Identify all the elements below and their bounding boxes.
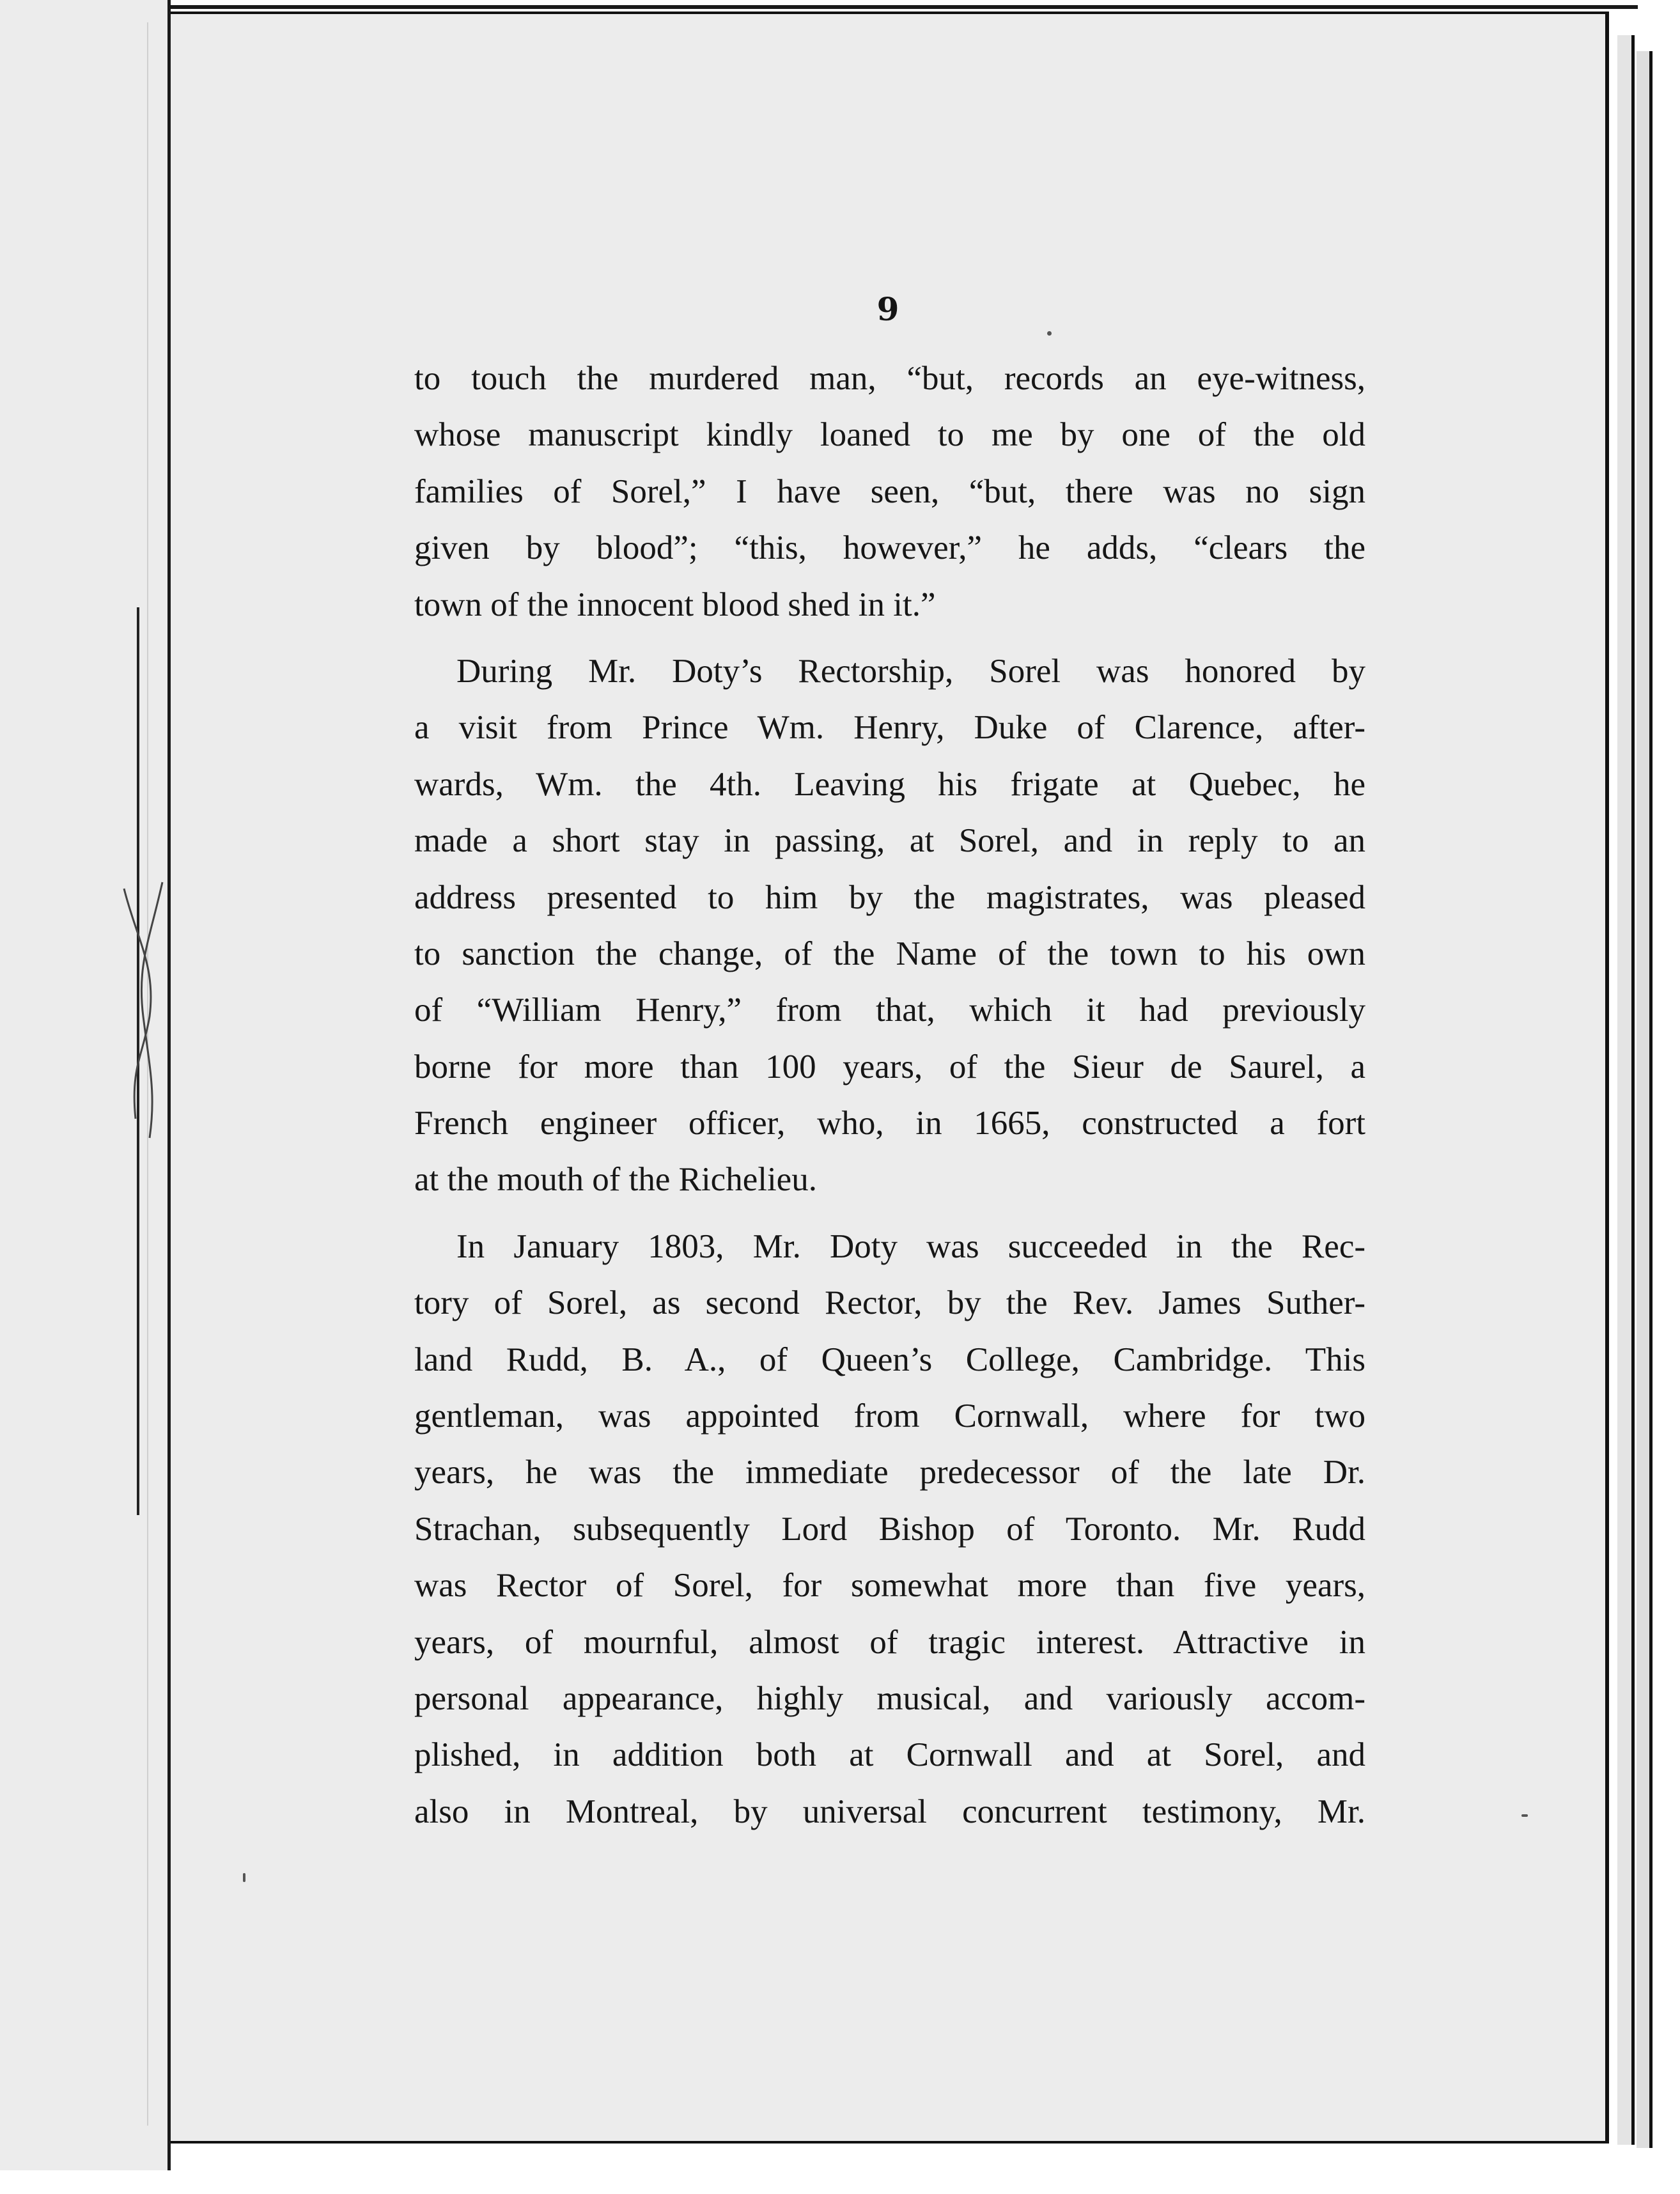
text-line: whose manuscript kindly loaned to me by one of the old [414, 416, 1365, 454]
text-line: families of Sorel,” I have seen, “but, there was no sign [414, 472, 1365, 510]
text-line: made a short stay in passing, at Sorel, and in reply to an [414, 822, 1365, 860]
text-line: town of the innocent blood shed in it.” [414, 586, 936, 623]
text-line: personal appearance, highly musical, and variously accom- [414, 1679, 1365, 1717]
page-top-edge [167, 5, 1638, 9]
binding-thread [150, 607, 155, 1515]
text-line: address presented to him by the magistrates, was pleased [414, 878, 1365, 916]
text-line: also in Montreal, by universal concurrent testimony, Mr. [414, 1793, 1365, 1830]
text-line: plished, in addition both at Cornwall and at Sorel, and [414, 1736, 1365, 1774]
text-line: of “William Henry,” from that, which it had previously [414, 992, 1365, 1029]
paragraph-3 [414, 1218, 1365, 1840]
ink-speck [1047, 331, 1052, 336]
text-line: French engineer officer, who, in 1665, constructed a fort [414, 1105, 1365, 1142]
text-line: During Mr. Doty’s Rectorship, Sorel was honored by [456, 652, 1365, 690]
text-line: In January 1803, Mr. Doty was succeeded in the Rec- [456, 1227, 1365, 1265]
text-line: a visit from Prince Wm. Henry, Duke of Clarence, after- [414, 709, 1365, 747]
text-line: years, he was the immediate predecessor of the late Dr. [414, 1454, 1365, 1491]
page-edge-stack-back [1637, 51, 1653, 2148]
page-number: 9 [876, 290, 899, 328]
text-line: borne for more than 100 years, of the Sieur de Saurel, a [414, 1048, 1365, 1085]
paragraph-1 [414, 350, 1365, 633]
ink-speck [1521, 1814, 1528, 1817]
page-body-text [414, 350, 1365, 1840]
text-line: to sanction the change, of the Name of the town to his own [414, 935, 1365, 972]
ink-speck [243, 1873, 245, 1882]
text-line: at the mouth of the Richelieu. [414, 1161, 817, 1199]
text-line: gentleman, was appointed from Cornwall, where for two [414, 1397, 1365, 1435]
text-line: to touch the murdered man, “but, records an eye-witness, [414, 360, 1365, 397]
text-line: Strachan, subsequently Lord Bishop of Toronto. Mr. Rudd [414, 1510, 1365, 1548]
paragraph-2 [414, 643, 1365, 1208]
text-line: tory of Sorel, as second Rector, by the Rev. James Suther- [414, 1284, 1365, 1322]
text-line: given by blood”; “this, however,” he adds, “clears the [414, 529, 1365, 567]
text-line: land Rudd, B. A., of Queen’s College, Cambridge. This [414, 1341, 1365, 1378]
text-line: years, of mournful, almost of tragic interest. Attractive in [414, 1623, 1365, 1661]
page-edge-stack [1617, 35, 1635, 2145]
text-line: was Rector of Sorel, for somewhat more than five years, [414, 1567, 1365, 1605]
text-line: wards, Wm. the 4th. Leaving his frigate at Quebec, he [414, 765, 1365, 803]
